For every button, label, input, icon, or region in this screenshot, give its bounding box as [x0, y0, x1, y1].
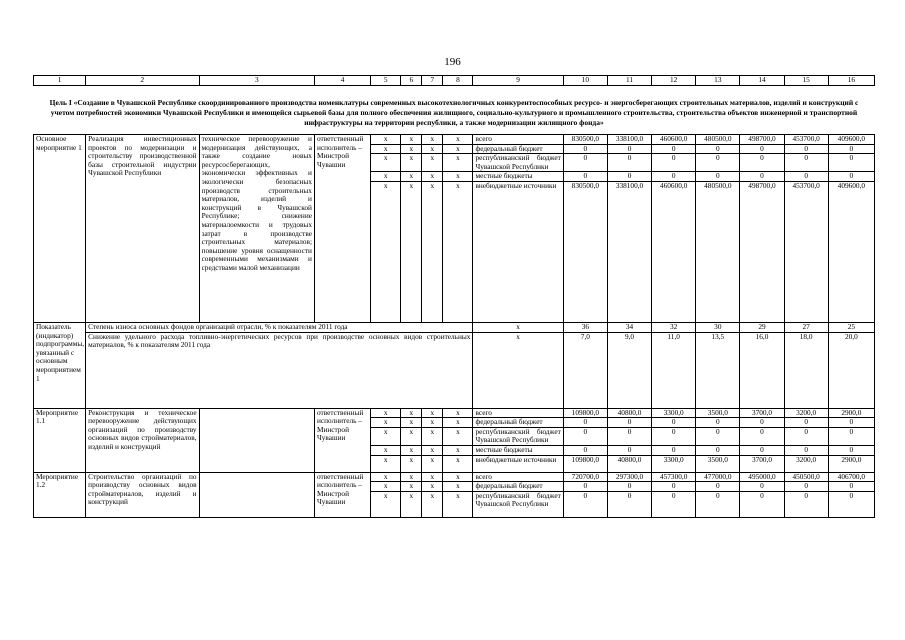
- value-cell: 29: [740, 322, 784, 332]
- value-cell: 0: [607, 418, 651, 428]
- value-cell: 0: [563, 482, 607, 492]
- x-mark: x: [443, 135, 473, 145]
- funding-source: всего: [473, 472, 563, 482]
- x-mark: x: [422, 427, 443, 445]
- executor: ответственный исполнитель – Минстрой Чувашии: [314, 408, 370, 472]
- x-mark: x: [422, 418, 443, 428]
- x-mark: x: [371, 427, 401, 445]
- x-mark: x: [401, 427, 422, 445]
- x-mark: x: [422, 491, 443, 517]
- measure-label: Мероприятие 1.1: [34, 408, 86, 472]
- x-mark: x: [371, 418, 401, 428]
- value-cell: 0: [784, 154, 828, 172]
- x-mark: x: [371, 445, 401, 455]
- header-row: [34, 76, 875, 86]
- funding-source: федеральный бюджет: [473, 418, 563, 428]
- value-cell: 498700,0: [740, 181, 784, 322]
- value-cell: 720700,0: [563, 472, 607, 482]
- header-cell: 12: [652, 76, 696, 86]
- table-body: [34, 76, 875, 518]
- value-cell: 460600,0: [652, 135, 696, 145]
- value-cell: 0: [784, 418, 828, 428]
- funding-source: республиканский бюджет Чувашской Республики: [473, 491, 563, 517]
- x-mark: x: [371, 135, 401, 145]
- value-cell: 3500,0: [696, 408, 740, 418]
- value-cell: 0: [696, 427, 740, 445]
- value-cell: 453700,0: [784, 181, 828, 322]
- indicator-text: Снижение удельного расхода топливно-энергетических ресурсов при производстве основных видов строительных материалов, % к показателям 2011 года: [86, 332, 473, 408]
- x-mark: x: [422, 482, 443, 492]
- value-cell: 30: [696, 322, 740, 332]
- x-mark: x: [443, 472, 473, 482]
- value-cell: 32: [652, 322, 696, 332]
- x-mark: x: [401, 445, 422, 455]
- goal-row: [34, 86, 875, 135]
- value-cell: 0: [696, 172, 740, 182]
- value-cell: 0: [652, 154, 696, 172]
- x-mark: x: [401, 455, 422, 472]
- funding-source: федеральный бюджет: [473, 482, 563, 492]
- measure-name: Реализация инвестиционных проектов по модернизации и строительству производственной базы строительной индустрии Чувашской Республики: [86, 135, 199, 323]
- indicator-row: [34, 332, 875, 408]
- header-cell: 1: [34, 76, 86, 86]
- value-cell: 0: [563, 491, 607, 517]
- x-mark: x: [443, 455, 473, 472]
- funding-source: всего: [473, 408, 563, 418]
- block-label: Основное мероприятие 1: [34, 135, 86, 323]
- header-cell: 16: [828, 76, 874, 86]
- value-cell: 109800,0: [563, 408, 607, 418]
- value-cell: 480500,0: [696, 135, 740, 145]
- value-cell: 34: [607, 322, 651, 332]
- value-cell: 40800,0: [607, 408, 651, 418]
- x-mark: x: [443, 445, 473, 455]
- value-cell: 3300,0: [652, 408, 696, 418]
- value-cell: 0: [784, 482, 828, 492]
- x-mark: x: [422, 455, 443, 472]
- expected-result: техническое перевооружение и модернизация действующих, а также создание новых ресурсосберегающих, экономически эффективных и экологически безопасных производств строительных материалов, изделий и конструкций в Чувашской Республике; снижение материалоемкости и трудовых затрат в производстве строительных материалов; повышение уровня оснащенности современными механизмами и средствами малой механизации: [199, 135, 314, 323]
- value-cell: 0: [607, 154, 651, 172]
- x-mark: x: [473, 332, 563, 408]
- funding-source: федеральный бюджет: [473, 144, 563, 154]
- value-cell: 3700,0: [740, 408, 784, 418]
- value-cell: 3700,0: [740, 455, 784, 472]
- value-cell: 0: [740, 418, 784, 428]
- funding-source: местные бюджеты: [473, 172, 563, 182]
- x-mark: x: [401, 144, 422, 154]
- value-cell: 498700,0: [740, 135, 784, 145]
- value-cell: 0: [784, 144, 828, 154]
- header-cell: 11: [607, 76, 651, 86]
- value-cell: 297300,0: [607, 472, 651, 482]
- value-cell: 20,0: [828, 332, 874, 408]
- funding-source: внебюджетные источники: [473, 181, 563, 322]
- value-cell: 0: [696, 154, 740, 172]
- value-cell: 0: [828, 172, 874, 182]
- value-cell: 0: [652, 482, 696, 492]
- value-cell: 0: [828, 154, 874, 172]
- finance-row: [34, 472, 875, 482]
- x-mark: x: [422, 154, 443, 172]
- x-mark: x: [371, 455, 401, 472]
- value-cell: 0: [563, 445, 607, 455]
- value-cell: 338100,0: [607, 135, 651, 145]
- x-mark: x: [401, 154, 422, 172]
- indicator-label: Показатель (индикатор) подпрограммы, увязанный с основным мероприятием 1: [34, 322, 86, 408]
- value-cell: 0: [607, 172, 651, 182]
- x-mark: x: [401, 135, 422, 145]
- value-cell: 457300,0: [652, 472, 696, 482]
- value-cell: 0: [607, 491, 651, 517]
- funding-source: республиканский бюджет Чувашской Республики: [473, 154, 563, 172]
- value-cell: 0: [696, 418, 740, 428]
- value-cell: 0: [784, 172, 828, 182]
- x-mark: x: [443, 172, 473, 182]
- value-cell: 0: [828, 144, 874, 154]
- value-cell: 3300,0: [652, 455, 696, 472]
- value-cell: 0: [740, 172, 784, 182]
- funding-source: всего: [473, 135, 563, 145]
- header-cell: 5: [371, 76, 401, 86]
- indicator-row: [34, 322, 875, 332]
- x-mark: x: [371, 408, 401, 418]
- x-mark: x: [422, 408, 443, 418]
- value-cell: 0: [696, 491, 740, 517]
- funding-source: местные бюджеты: [473, 445, 563, 455]
- x-mark: x: [443, 408, 473, 418]
- header-cell: 3: [199, 76, 314, 86]
- x-mark: x: [443, 418, 473, 428]
- x-mark: x: [422, 472, 443, 482]
- expected-result: [199, 472, 314, 517]
- value-cell: 0: [563, 172, 607, 182]
- value-cell: 0: [828, 445, 874, 455]
- value-cell: 0: [740, 154, 784, 172]
- measure-name: Реконструкция и техническое перевооружение действующих организаций по производству основных видов стройматериалов, изделий и конструкций: [86, 408, 199, 472]
- funding-source: республиканский бюджет Чувашской Республики: [473, 427, 563, 445]
- value-cell: 3500,0: [696, 455, 740, 472]
- value-cell: 0: [740, 144, 784, 154]
- x-mark: x: [422, 172, 443, 182]
- header-cell: 9: [473, 76, 563, 86]
- executor: ответственный исполнитель – Минстрой Чувашии: [314, 472, 370, 517]
- finance-row: [34, 135, 875, 145]
- value-cell: 0: [740, 491, 784, 517]
- x-mark: x: [443, 154, 473, 172]
- value-cell: 3200,0: [784, 408, 828, 418]
- value-cell: 40800,0: [607, 455, 651, 472]
- value-cell: 0: [563, 144, 607, 154]
- value-cell: 0: [652, 144, 696, 154]
- value-cell: 0: [740, 482, 784, 492]
- x-mark: x: [401, 482, 422, 492]
- value-cell: 0: [784, 427, 828, 445]
- x-mark: x: [371, 482, 401, 492]
- value-cell: 109800,0: [563, 455, 607, 472]
- x-mark: x: [401, 181, 422, 322]
- value-cell: 0: [828, 482, 874, 492]
- value-cell: 3200,0: [784, 455, 828, 472]
- value-cell: 0: [784, 445, 828, 455]
- value-cell: 16,0: [740, 332, 784, 408]
- value-cell: 477000,0: [696, 472, 740, 482]
- header-cell: 13: [696, 76, 740, 86]
- header-cell: 6: [401, 76, 422, 86]
- value-cell: 0: [563, 427, 607, 445]
- value-cell: 0: [607, 427, 651, 445]
- value-cell: 2900,0: [828, 455, 874, 472]
- x-mark: x: [371, 181, 401, 322]
- value-cell: 0: [607, 445, 651, 455]
- x-mark: x: [401, 172, 422, 182]
- value-cell: 0: [784, 491, 828, 517]
- value-cell: 0: [652, 418, 696, 428]
- value-cell: 460600,0: [652, 181, 696, 322]
- value-cell: 18,0: [784, 332, 828, 408]
- header-cell: 15: [784, 76, 828, 86]
- value-cell: 338100,0: [607, 181, 651, 322]
- value-cell: 0: [563, 418, 607, 428]
- x-mark: x: [422, 144, 443, 154]
- executor: ответственный исполнитель – Минстрой Чувашии: [314, 135, 370, 323]
- value-cell: 453700,0: [784, 135, 828, 145]
- value-cell: 830500,0: [563, 135, 607, 145]
- header-cell: 8: [443, 76, 473, 86]
- value-cell: 0: [696, 445, 740, 455]
- x-mark: x: [371, 144, 401, 154]
- value-cell: 25: [828, 322, 874, 332]
- value-cell: 0: [740, 427, 784, 445]
- value-cell: 7,0: [563, 332, 607, 408]
- value-cell: 0: [696, 144, 740, 154]
- header-cell: 14: [740, 76, 784, 86]
- finance-row: [34, 408, 875, 418]
- x-mark: x: [473, 322, 563, 332]
- measure-name: Строительство организаций по производству основных видов стройматериалов, изделий и конструкций: [86, 472, 199, 517]
- value-cell: 450500,0: [784, 472, 828, 482]
- value-cell: 495000,0: [740, 472, 784, 482]
- x-mark: x: [422, 181, 443, 322]
- x-mark: x: [401, 418, 422, 428]
- x-mark: x: [401, 491, 422, 517]
- value-cell: 36: [563, 322, 607, 332]
- header-cell: 4: [314, 76, 370, 86]
- value-cell: 480500,0: [696, 181, 740, 322]
- x-mark: x: [422, 445, 443, 455]
- expected-result: [199, 408, 314, 472]
- value-cell: 409600,0: [828, 135, 874, 145]
- value-cell: 830500,0: [563, 181, 607, 322]
- goal-text: Цель I «Создание в Чувашской Республике скоординированного производства номенклатуры современных высокотехнологичных конкурентоспособных ресурсо- и энергосберегающих строительных материалов, изделий и конструкций с учетом потребностей экономики Чувашской Республики и имеющейся сырьевой базы для полного обеспечения жилищного, социально-культурного и промышленного строительства, строительства объектов инженерной и транспортной инфраструктуры на территории республики, а также модернизации жилищного фонда»: [49, 98, 859, 127]
- x-mark: x: [422, 135, 443, 145]
- x-mark: x: [371, 472, 401, 482]
- value-cell: 0: [652, 445, 696, 455]
- value-cell: 11,0: [652, 332, 696, 408]
- x-mark: x: [443, 491, 473, 517]
- x-mark: x: [371, 172, 401, 182]
- funding-source: внебюджетные источники: [473, 455, 563, 472]
- x-mark: x: [401, 472, 422, 482]
- x-mark: x: [443, 181, 473, 322]
- value-cell: 0: [828, 418, 874, 428]
- x-mark: x: [443, 427, 473, 445]
- value-cell: 0: [607, 144, 651, 154]
- value-cell: 0: [828, 491, 874, 517]
- value-cell: 0: [652, 172, 696, 182]
- value-cell: 0: [740, 445, 784, 455]
- value-cell: 27: [784, 322, 828, 332]
- program-table: [33, 75, 875, 518]
- x-mark: x: [401, 408, 422, 418]
- value-cell: 0: [696, 482, 740, 492]
- value-cell: 0: [563, 154, 607, 172]
- x-mark: x: [371, 154, 401, 172]
- value-cell: 406700,0: [828, 472, 874, 482]
- value-cell: 0: [652, 491, 696, 517]
- page-number: 196: [444, 56, 461, 68]
- measure-label: Мероприятие 1.2: [34, 472, 86, 517]
- value-cell: 13,5: [696, 332, 740, 408]
- header-cell: 7: [422, 76, 443, 86]
- value-cell: 0: [652, 427, 696, 445]
- header-cell: 2: [86, 76, 199, 86]
- value-cell: 0: [607, 482, 651, 492]
- value-cell: 0: [828, 427, 874, 445]
- x-mark: x: [443, 144, 473, 154]
- header-cell: 10: [563, 76, 607, 86]
- value-cell: 2900,0: [828, 408, 874, 418]
- x-mark: x: [371, 491, 401, 517]
- value-cell: 9,0: [607, 332, 651, 408]
- x-mark: x: [443, 482, 473, 492]
- value-cell: 409600,0: [828, 181, 874, 322]
- indicator-text: Степень износа основных фондов организаций отрасли, % к показателям 2011 года: [86, 322, 473, 332]
